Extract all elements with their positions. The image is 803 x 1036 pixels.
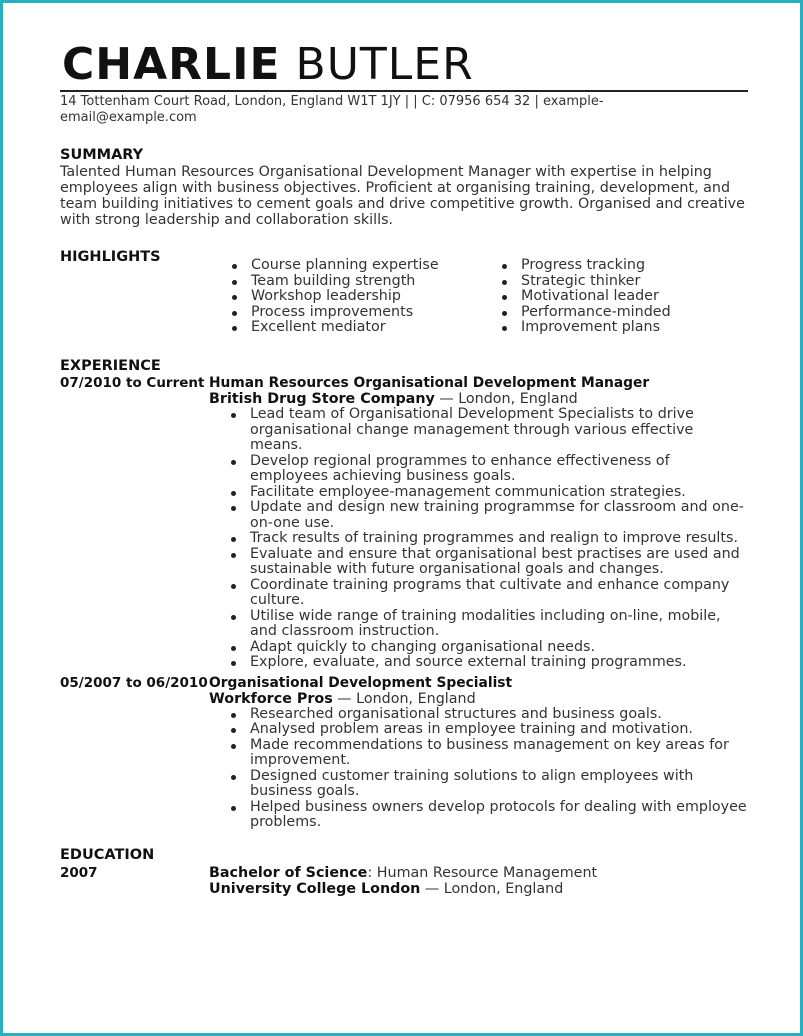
company-location: — London, England bbox=[434, 391, 578, 407]
header-divider bbox=[60, 90, 748, 92]
school-location: — London, England bbox=[420, 880, 564, 897]
highlight-item: Workshop leadership bbox=[230, 289, 439, 305]
job-details bbox=[209, 675, 750, 831]
highlight-item: Strategic thinker bbox=[500, 274, 671, 290]
job-title: Human Resources Organisational Development Manager bbox=[209, 375, 650, 391]
degree-line bbox=[209, 865, 750, 881]
experience-section bbox=[60, 357, 750, 831]
highlights-heading: HIGHLIGHTS bbox=[60, 249, 161, 265]
highlight-item: Process improvements bbox=[230, 305, 439, 321]
education-year: 2007 bbox=[60, 864, 98, 881]
job-bullet: Adapt quickly to changing organisational needs. bbox=[209, 640, 750, 656]
highlights-right-list bbox=[500, 258, 671, 336]
degree-field: : Human Resource Management bbox=[367, 864, 598, 881]
highlight-item: Excellent mediator bbox=[230, 320, 439, 336]
job-bullet: Made recommendations to business management on key areas for improvement. bbox=[209, 738, 750, 769]
highlights-section bbox=[60, 248, 750, 338]
school-line bbox=[209, 881, 750, 897]
first-name: CHARLIE bbox=[62, 39, 281, 90]
job-employer bbox=[209, 391, 750, 407]
last-name: BUTLER bbox=[295, 39, 474, 90]
highlight-item: Performance-minded bbox=[500, 305, 671, 321]
education-details bbox=[209, 865, 750, 897]
job-bullet: Lead team of Organisational Development Specialists to drive organisational change management through various effective means. bbox=[209, 407, 750, 454]
job-bullet: Coordinate training programs that cultivate and enhance company culture. bbox=[209, 578, 750, 609]
job-title: Organisational Development Specialist bbox=[209, 674, 513, 691]
job-entry bbox=[60, 675, 750, 831]
education-heading: EDUCATION bbox=[60, 846, 155, 863]
school-name: University College London bbox=[209, 880, 421, 897]
job-employer bbox=[209, 691, 750, 707]
company-location: — London, England bbox=[332, 690, 476, 707]
job-bullet: Designed customer training solutions to align employees with business goals. bbox=[209, 769, 750, 800]
job-bullets bbox=[209, 407, 750, 671]
job-bullet: Utilise wide range of training modalities including on-line, mobile, and classroom instruction. bbox=[209, 609, 750, 640]
resume-page bbox=[60, 40, 750, 897]
degree-label: Bachelor of Science bbox=[209, 864, 368, 881]
job-bullet: Helped business owners develop protocols for dealing with employee problems. bbox=[209, 800, 750, 831]
job-bullet: Evaluate and ensure that organisational best practises are used and sustainable with future organisational goals and changes. bbox=[209, 547, 750, 578]
experience-heading: EXPERIENCE bbox=[60, 358, 161, 374]
job-entry bbox=[60, 375, 750, 671]
highlight-item: Motivational leader bbox=[500, 289, 671, 305]
summary-heading: SUMMARY bbox=[60, 147, 144, 163]
job-bullet: Analysed problem areas in employee training and motivation. bbox=[209, 722, 750, 738]
company-name: British Drug Store Company bbox=[209, 391, 435, 407]
education-entry bbox=[60, 865, 750, 897]
summary-section bbox=[60, 146, 750, 228]
education-section bbox=[60, 846, 750, 897]
job-dates: 07/2010 to Current bbox=[60, 375, 205, 391]
job-bullet: Update and design new training programmse for classroom and one-on-one use. bbox=[209, 500, 750, 531]
job-details bbox=[209, 375, 750, 671]
highlight-item: Course planning expertise bbox=[230, 258, 439, 274]
job-bullet: Explore, evaluate, and source external training programmes. bbox=[209, 655, 750, 671]
job-bullet: Researched organisational structures and business goals. bbox=[209, 707, 750, 723]
company-name: Workforce Pros bbox=[209, 690, 333, 707]
candidate-name bbox=[62, 40, 750, 90]
highlight-item: Team building strength bbox=[230, 274, 439, 290]
summary-text: Talented Human Resources Organisational Development Manager with expertise in helping employees align with business objectives. Proficient at organising training, development, and team building initiatives to cement goals and drive competitive growth. Organised and creative with strong leadership and collaboration skills. bbox=[60, 164, 745, 228]
highlights-left-list bbox=[230, 258, 439, 336]
job-bullet: Facilitate employee-management communication strategies. bbox=[209, 485, 750, 501]
job-bullets bbox=[209, 707, 750, 831]
contact-line: 14 Tottenham Court Road, London, England W1T 1JY | | C: 07956 654 32 | example-email@example.com bbox=[60, 94, 604, 125]
job-bullet: Track results of training programmes and realign to improve results. bbox=[209, 531, 750, 547]
highlight-item: Progress tracking bbox=[500, 258, 671, 274]
job-dates: 05/2007 to 06/2010 bbox=[60, 674, 208, 691]
highlight-item: Improvement plans bbox=[500, 320, 671, 336]
job-bullet: Develop regional programmes to enhance effectiveness of employees achieving business goals. bbox=[209, 454, 750, 485]
